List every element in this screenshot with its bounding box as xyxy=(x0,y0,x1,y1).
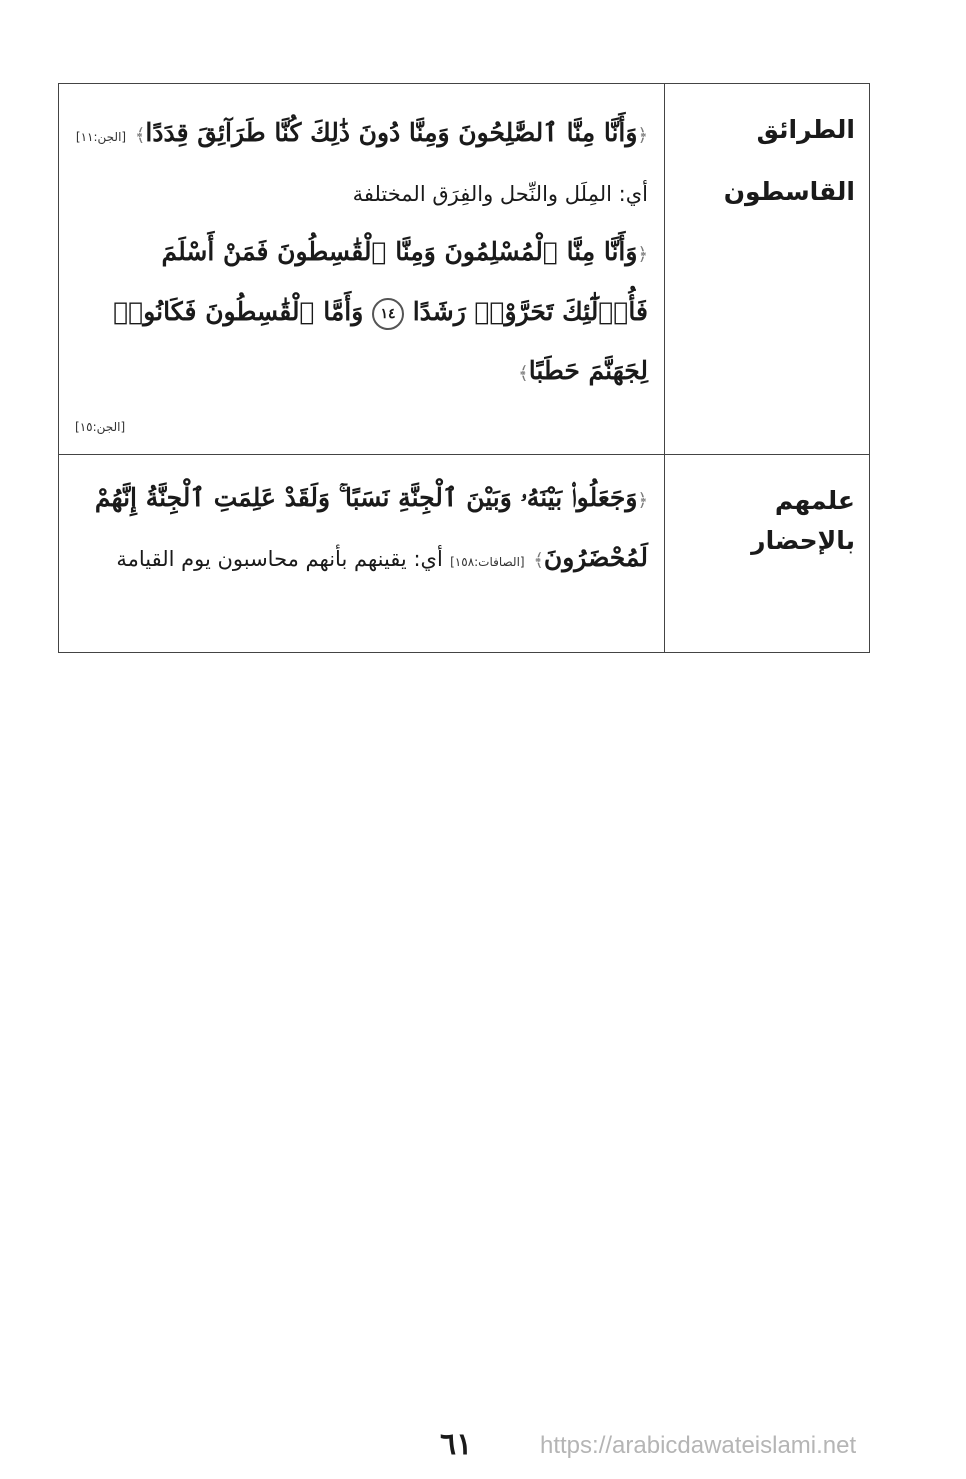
explanation-text: أي: المِلَل والنِّحل والفِرَق المختلفة xyxy=(352,182,648,206)
term: علمهم xyxy=(774,486,855,515)
table-row xyxy=(59,455,870,653)
verse-reference: [الجن:١٥] xyxy=(75,420,126,434)
verse-close-ornament: ﴾ xyxy=(533,550,544,571)
verse-open-ornament: ﴿ xyxy=(637,244,648,265)
glossary-table xyxy=(58,83,870,653)
term: القاسطون xyxy=(723,177,855,206)
quran-verse: ﴿وَأَنَّا مِنَّا ٱلصَّٰلِحُونَ وَمِنَّا دُونَ ذَٰلِكَ كُنَّا طَرَآئِقَ قِدَدًا﴾ xyxy=(134,118,648,147)
website-watermark[interactable]: https://arabicdawateislami.net xyxy=(540,1432,857,1459)
term: الطرائق xyxy=(756,115,855,144)
explanation-text: أي: يقينهم بأنهم محاسبون يوم القيامة xyxy=(116,547,443,571)
ayah-number-badge: ١٤ xyxy=(372,298,404,330)
page-number: ٦١ xyxy=(440,1427,473,1462)
verse-open-ornament: ﴿ xyxy=(637,490,648,511)
term-cell xyxy=(665,84,870,455)
explanation-cell xyxy=(59,84,665,455)
term: بالإحضار xyxy=(751,526,855,555)
verse-reference: [الصافات:١٥٨] xyxy=(450,555,525,569)
table-row xyxy=(59,84,870,455)
verse-close-ornament: ﴾ xyxy=(518,363,529,384)
explanation-cell xyxy=(59,455,665,653)
verse-reference: [الجن:١١] xyxy=(75,130,127,144)
verse-close-ornament: ﴾ xyxy=(134,125,146,146)
quran-verse: ﴿وَجَعَلُوا۟ بَيْنَهُۥ وَبَيْنَ ٱلْجِنَّةِ نَسَبًا ۚ وَلَقَدْ عَلِمَتِ ٱلْجِنَّةُ إِنَّهُمْ لَمُحْضَرُونَ﴾ xyxy=(94,483,648,572)
verse-open-ornament: ﴿ xyxy=(637,125,648,146)
quran-verse: ﴿وَأَنَّا مِنَّا ٱلْمُسْلِمُونَ وَمِنَّا ٱلْقَٰسِطُونَ فَمَنْ أَسْلَمَ فَأُو۟لَٰٓئِكَ تَحَرَّوْا۟ رَشَدًا ١٤ وَأَمَّا ٱلْقَٰسِطُونَ فَكَانُوا۟ لِجَهَنَّمَ حَطَبًا﴾ xyxy=(113,237,648,385)
term-cell xyxy=(665,455,870,653)
